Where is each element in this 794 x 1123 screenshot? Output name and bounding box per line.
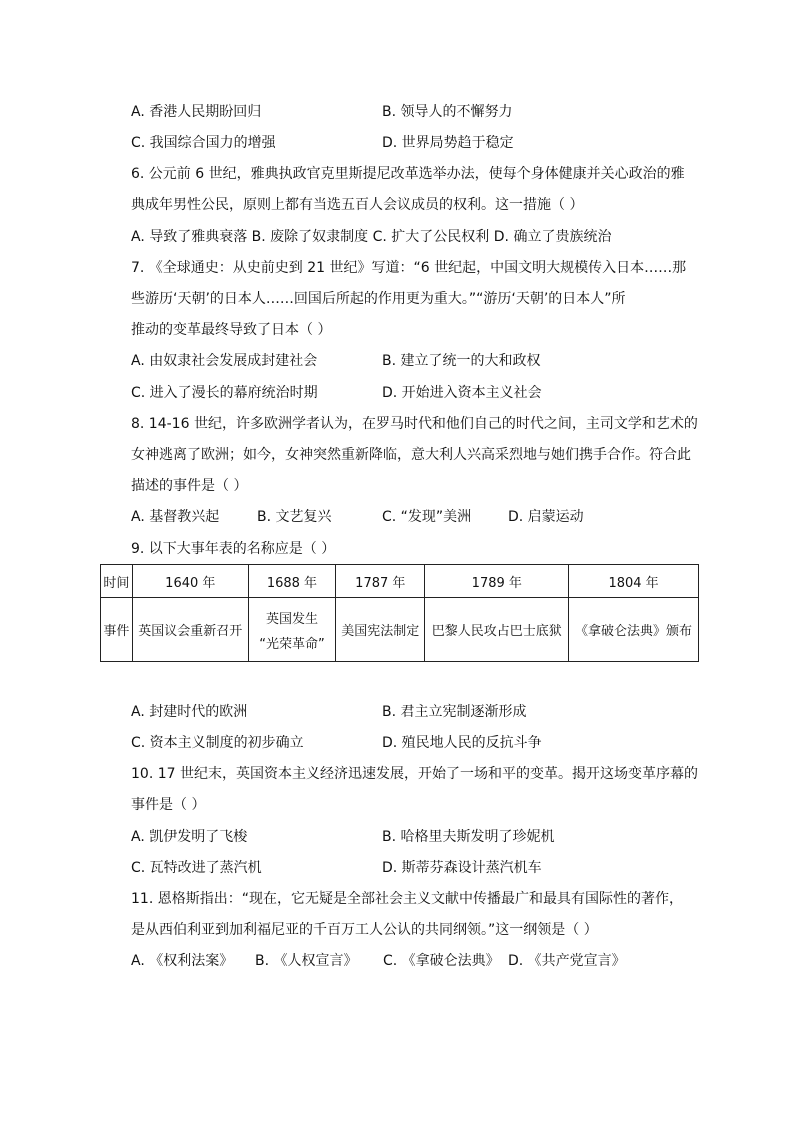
q5-option-c: C. 我国综合国力的增强 [131, 135, 276, 151]
q11-option-c: C. 《拿破仑法典》 [383, 953, 500, 969]
q10-option-c: C. 瓦特改进了蒸汽机 [131, 860, 262, 876]
q11-option-a: A. 《权利法案》 [131, 953, 234, 969]
chronology-table [100, 564, 699, 662]
q8-option-c: C. “发现”美洲 [382, 509, 472, 525]
q8-option-a: A. 基督教兴起 [131, 509, 220, 525]
q9-option-d: D. 殖民地人民的反抗斗争 [382, 735, 542, 751]
table-header-cell: 时间 [101, 565, 133, 598]
table-cell: 美国宪法制定 [336, 598, 425, 662]
q9-option-a: A. 封建时代的欧洲 [131, 704, 248, 720]
table-cell: 英国议会重新召开 [132, 598, 248, 662]
q7-option-a: A. 由奴隶社会发展成封建社会 [131, 353, 318, 369]
q7-option-b: B. 建立了统一的大和政权 [382, 353, 541, 369]
table-cell: 巴黎人民攻占巴士底狱 [425, 598, 569, 662]
q5-option-b: B. 领导人的不懈努力 [382, 104, 513, 120]
q8-option-b: B. 文艺复兴 [257, 509, 332, 525]
q5-option-d: D. 世界局势趋于稳定 [382, 135, 514, 151]
q7-stem-line2: 些游历‘天朝’的日本人……回国后所起的作用更为重大。”“游历‘天朝’的日本人”所 [131, 291, 626, 307]
table-cell: 1688 年 [248, 565, 335, 598]
q6-options: A. 导致了雅典衰落 B. 废除了奴隶制度 C. 扩大了公民权利 D. 确立了贵族统治 [131, 229, 612, 245]
q7-option-c: C. 进入了漫长的幕府统治时期 [131, 385, 318, 401]
q10-option-b: B. 哈格里夫斯发明了珍妮机 [382, 829, 555, 845]
q11-option-d: D. 《共产党宣言》 [508, 953, 626, 969]
table-cell: 1789 年 [425, 565, 569, 598]
q7-stem-line1: 7. 《全球通史：从史前史到 21 世纪》写道：“6 世纪起，中国文明大规模传入日本……那 [131, 260, 687, 276]
q6-stem-line1: 6. 公元前 6 世纪，雅典执政官克里斯提尼改革选举办法，使每个身体健康并关心政治的雅 [131, 166, 685, 182]
q9-option-b: B. 君主立宪制逐渐形成 [382, 704, 527, 720]
table-cell: 1804 年 [569, 565, 699, 598]
q5-option-a: A. 香港人民期盼回归 [131, 104, 262, 120]
q8-option-d: D. 启蒙运动 [508, 509, 584, 525]
q8-stem-line2: 女神逃离了欧洲；如今，女神突然重新降临，意大利人兴高采烈地与她们携手合作。符合此 [131, 447, 691, 463]
table-cell-line2: “光荣革命” [259, 636, 325, 652]
q6-stem-line2: 典成年男性公民，原则上都有当选五百人会议成员的权利。这一措施（ ） [131, 197, 584, 213]
table-row [101, 565, 699, 598]
q9-stem: 9. 以下大事年表的名称应是（ ） [131, 541, 336, 557]
table-cell-line1: 英国发生 [265, 611, 318, 627]
table-cell: 《拿破仑法典》颁布 [569, 598, 699, 662]
q10-option-d: D. 斯蒂芬森设计蒸汽机车 [382, 860, 542, 876]
q10-stem-line1: 10. 17 世纪末，英国资本主义经济迅速发展，开始了一场和平的变革。揭开这场变革序幕的 [131, 766, 698, 782]
q7-option-d: D. 开始进入资本主义社会 [382, 385, 542, 401]
q11-stem-line2: 是从西伯利亚到加利福尼亚的千百万工人公认的共同纲领。”这一纲领是（ ） [131, 922, 598, 938]
table-row [101, 598, 699, 662]
q8-stem-line1: 8. 14-16 世纪，许多欧洲学者认为，在罗马时代和他们自己的时代之间，主司文学和艺术的 [131, 416, 698, 432]
q9-option-c: C. 资本主义制度的初步确立 [131, 735, 304, 751]
table-cell [248, 598, 335, 662]
table-header-cell: 事件 [101, 598, 133, 662]
table-cell: 1640 年 [132, 565, 248, 598]
q11-stem-line1: 11. 恩格斯指出：“现在，它无疑是全部社会主义文献中传播最广和最具有国际性的著作， [131, 891, 683, 907]
q10-option-a: A. 凯伊发明了飞梭 [131, 829, 248, 845]
q8-stem-line3: 描述的事件是（ ） [131, 478, 248, 494]
q10-stem-line2: 事件是（ ） [131, 797, 206, 813]
table-cell: 1787 年 [336, 565, 425, 598]
q7-stem-line3: 推动的变革最终导致了日本（ ） [131, 322, 332, 338]
q11-option-b: B. 《人权宣言》 [255, 953, 358, 969]
